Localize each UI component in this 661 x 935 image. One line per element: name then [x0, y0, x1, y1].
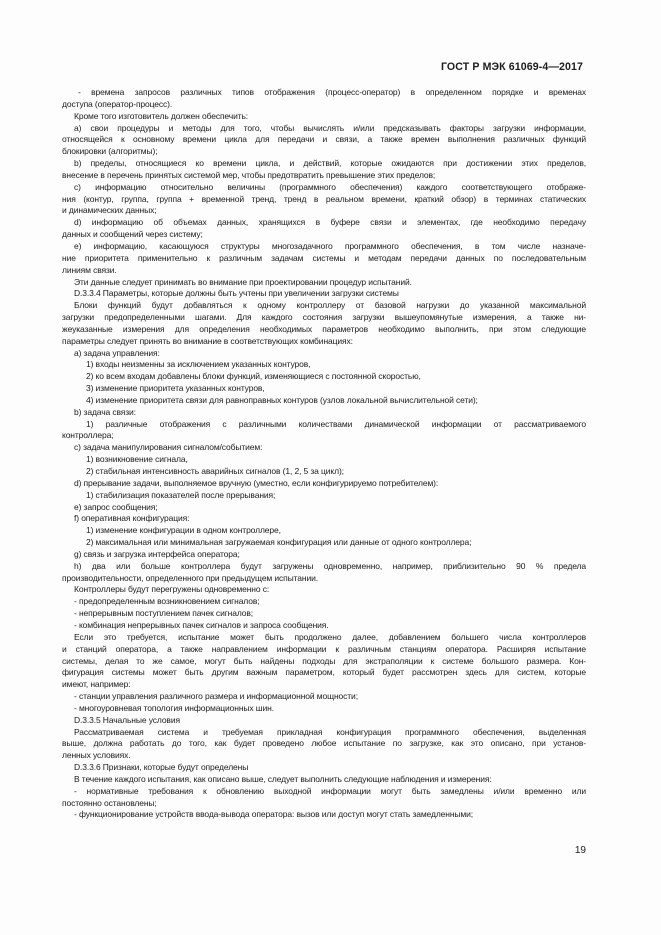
- text-line: жеуказанные измерения для определения необходимых параметров необходимо выполнить, при этом следующие: [62, 323, 586, 334]
- text-line: производительности, определенного при предыдущем испытании.: [62, 572, 318, 583]
- text-line: 1) входы неизменны за исключением указанных контуров,: [86, 359, 311, 370]
- text-line: - многоуровневая топология информационных шин.: [74, 702, 274, 713]
- text-line: 1) изменение конфигурации в одном контроллере,: [86, 525, 281, 536]
- text-line: загрузки предопределенными шагами. Для каждого состояния загрузки вышеупомянутые измерения, а также ни-: [62, 312, 586, 323]
- text-line: - времена запросов различных типов отображения (процесс-оператор) в определенном порядке и временах: [78, 87, 586, 97]
- text-line: а) свои процедуры и методы для того, чтобы вычислять и/или предсказывать факторы загрузки информации,: [74, 122, 586, 133]
- text-line: f) оперативная конфигурация:: [74, 513, 190, 524]
- text-line: g) связь и загрузка интерфейса оператора;: [74, 548, 240, 559]
- text-line: фигурация системы может быть другим важным параметром, который будет рассмотрен здесь для систем, которые: [62, 667, 586, 678]
- text-line: d) прерывание задачи, выполняемое вручную (уместно, если конфигурируемо потребителем):: [74, 477, 439, 488]
- text-line: В течение каждого испытания, как описано выше, следует выполнить следующие наблюдения и измерения:: [74, 773, 492, 784]
- text-line: Рассматриваемая система и требуемая прикладная конфигурация программного обеспечения, выделенная: [74, 726, 586, 737]
- text-line: ния (контур, группа, группа + временной тренд, тренд в реальном времени, краткий обзор) в терминах статических: [62, 193, 586, 204]
- text-line: 2) стабильная интенсивность аварийных сигналов (1, 2, 5 за цикл);: [86, 466, 344, 476]
- text-line: Кроме того изготовитель должен обеспечить:: [74, 110, 249, 121]
- text-line: внесение в перечень принятых системой мер, чтобы предотвратить превышение этих пределов;: [62, 169, 436, 180]
- text-line: выше, должна работать до того, как будет проведено любое испытание по загрузке, как это описано, при установ-: [62, 738, 586, 749]
- text-line: - комбинация непрерывных пачек сигналов и запроса сообщения.: [74, 619, 329, 630]
- text-line: - предопределенным возникновением сигналов;: [74, 596, 260, 607]
- text-line: а) задача управления:: [74, 347, 160, 358]
- text-line: линиям связи.: [62, 264, 117, 275]
- text-line: Блоки функций будут добавляться к одному контроллеру от базовой нагрузки до указанной максимальной: [74, 300, 586, 311]
- text-line: е) запрос сообщения;: [74, 501, 158, 512]
- text-line: доступа (оператор-процесс).: [62, 98, 173, 109]
- text-line: d) информацию об объемах данных, хранящихся в буфере связи и элементах, где необходимо передачу: [74, 217, 586, 228]
- text-line: с) задача манипулирования сигналом/событием:: [74, 442, 263, 453]
- text-line: b) пределы, относящиеся ко времени цикла, и действий, которые ожидаются при достижении этих пределов,: [74, 158, 586, 169]
- text-line: Эти данные следует принимать во внимание при проектировании процедур испытаний.: [74, 276, 412, 287]
- text-line: - станции управления различного размера и информационной мощности;: [74, 691, 358, 702]
- text-line: 2) максимальная или минимальная загружаемая конфигурация или данные от одного контроллера;: [86, 537, 472, 548]
- text-line: ние приоритета применительно к различным задачам системы и методам передачи данных по последовательным: [62, 252, 586, 263]
- text-line: контроллера;: [62, 430, 114, 441]
- text-line: 1) различные отображения с различными количествами динамической информации от рассматриваемого: [86, 418, 586, 429]
- text-line: с) информацию относительно величины (программного обеспечения) каждого соответствующего отображе-: [74, 181, 586, 192]
- text-line: и станций оператора, а также направлением информации к различным станциям оператора. Расширяя испытание: [62, 643, 586, 654]
- text-line: D.3.3.6 Признаки, которые будут определены: [74, 762, 249, 773]
- text-line: блокировки (алгоритмы);: [62, 146, 158, 157]
- text-line: D.3.3.5 Начальные условия: [74, 714, 180, 725]
- text-line: Контроллеры будут перегружены одновременно с:: [74, 584, 270, 595]
- text-line: 1) стабилизация показателей после прерывания;: [86, 489, 276, 500]
- text-line: ленных условиях.: [62, 750, 131, 761]
- text-line: 3) изменение приоритета указанных контуров,: [86, 383, 265, 394]
- text-line: е) информацию, касающуюся структуры многозадачного программного обеспечения, в том числе назначе-: [74, 240, 586, 251]
- text-line: D.3.3.4 Параметры, которые должны быть учтены при увеличении загрузки системы: [74, 288, 399, 299]
- text-line: данных и сообщений через систему;: [62, 229, 203, 240]
- text-line: - непрерывным поступлением пачек сигналов;: [74, 608, 254, 619]
- page-body-text: [62, 87, 586, 821]
- text-line: системы, делая то же самое, могут быть найдены подходы для экстраполяции к системе большого размера. Кон-: [62, 655, 586, 666]
- text-line: - функционирование устройств ввода-вывода оператора: вызов или доступ могут стать замедленными;: [74, 809, 473, 820]
- text-line: постоянно остановлены;: [62, 797, 157, 808]
- text-line: b) задача связи:: [74, 406, 136, 417]
- text-line: и динамических данных;: [62, 205, 157, 216]
- text-line: относящейся к основному времени цикла для передачи и связи, а также времен выполнения различных функций: [62, 134, 586, 145]
- text-line: имеют, например:: [62, 679, 131, 690]
- text-line: параметры следует принять во внимание в соответствующих комбинациях:: [62, 335, 353, 346]
- document-id-header: ГОСТ Р МЭК 61069-4—2017: [440, 61, 583, 73]
- text-line: 2) ко всем входам добавлены блоки функций, изменяющиеся с постоянной скоростью,: [86, 371, 421, 382]
- text-line: - нормативные требования к обновлению выходной информации могут быть замедлены и/или временно или: [74, 785, 586, 796]
- page-number: 19: [574, 845, 586, 856]
- text-line: h) два или больше контроллера будут загружены одновременно, например, приблизительно 90 % предела: [74, 560, 586, 571]
- text-line: 4) изменение приоритета связи для равноправных контуров (узлов локальной вычислительной сети);: [86, 394, 478, 405]
- text-line: 1) возникновение сигнала,: [86, 454, 188, 465]
- text-line: Если это требуется, испытание может быть продолжено далее, добавлением большего числа контроллеров: [74, 631, 586, 642]
